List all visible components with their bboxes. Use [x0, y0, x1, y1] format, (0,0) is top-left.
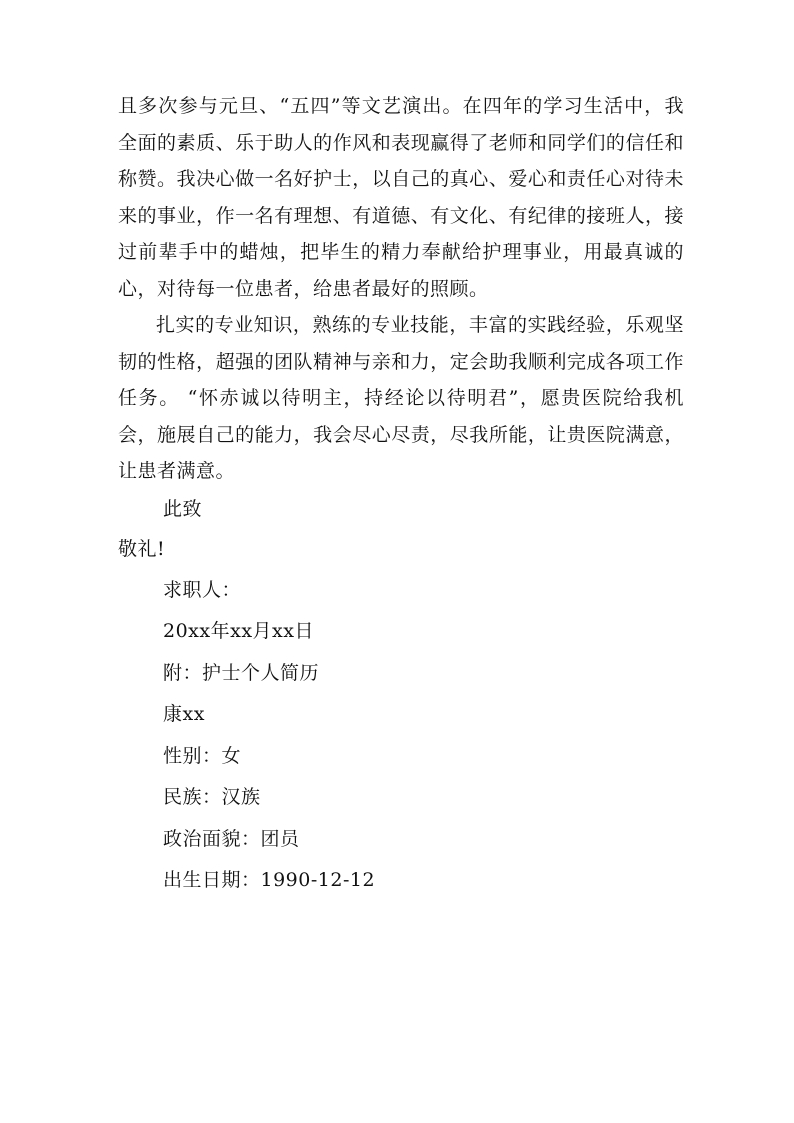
closing-regards: 敬礼! — [118, 537, 166, 560]
signature-applicant: 求职人： — [163, 578, 242, 601]
signature-date: 20xx年xx月xx日 — [163, 620, 314, 642]
body-paragraph-skills: 扎实的专业知识，熟练的专业技能，丰富的实践经验，乐观坚韧的性格，超强的团队精神与亲和力，定会助我顺利完成各项工作任务。 “怀赤诚以待明主，持经论以待明君”，愿贵医院给我机会，施展自己的能力，我会尽心尽责，尽我所能，让贵医院满意，让患者满意。 — [118, 314, 684, 482]
document-body — [118, 88, 684, 902]
resume-name: 康xx — [163, 703, 205, 725]
resume-ethnicity: 民族：汉族 — [163, 786, 261, 808]
closing-salutation: 此致 — [163, 497, 203, 520]
resume-gender: 性别：女 — [163, 744, 242, 767]
resume-birth-date: 出生日期：1990-12-12 — [163, 869, 376, 891]
resume-political-status: 政治面貌：团员 — [163, 827, 300, 850]
body-paragraph-intro: 且多次参与元旦、“五四”等文艺演出。在四年的学习生活中，我全面的素质、乐于助人的作风和表现赢得了老师和同学们的信任和称赞。我决心做一名好护士，以自己的真心、爱心和责任心对待未来的事业，作一名有理想、有道德、有文化、有纪律的接班人，接过前辈手中的蜡烛，把毕生的精力奉献给护理事业，用最真诚的心，对待每一位患者，给患者最好的照顾。 — [118, 95, 684, 300]
attachment-heading: 附：护士个人简历 — [163, 661, 320, 684]
